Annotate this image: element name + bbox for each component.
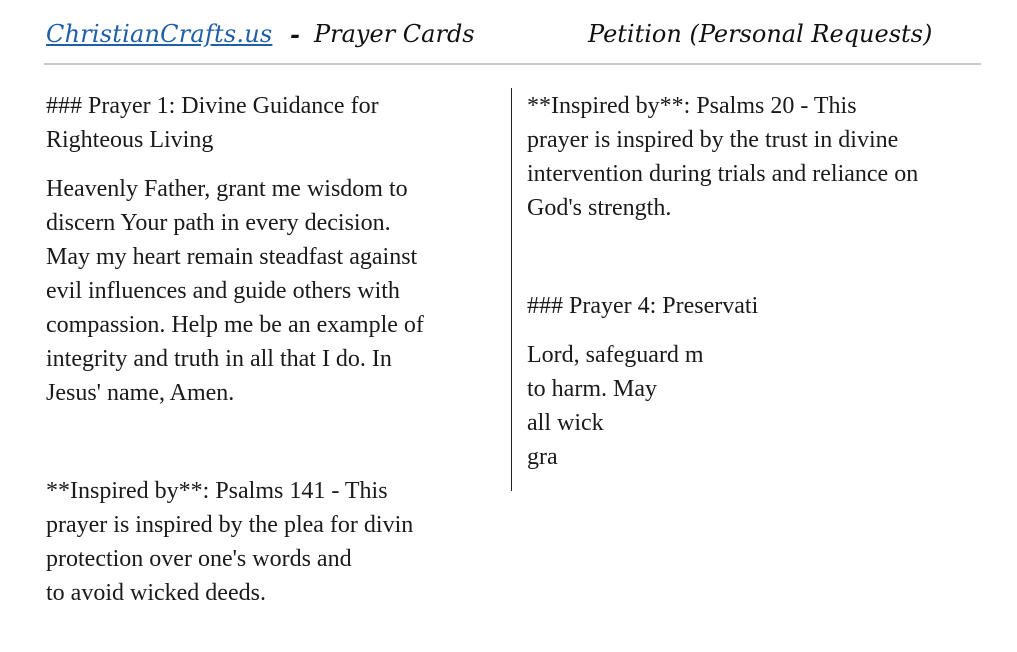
body-line: integrity and truth in all that I do. In [46,346,392,372]
header-divider [44,63,981,65]
body-line: compassion. Help me be an example of [46,312,424,338]
column-divider [511,88,512,491]
inspired-line: prayer is inspired by the plea for divin [46,512,414,538]
page-header [46,18,980,58]
body-line: discern Your path in every decision. [46,210,391,236]
body-line: evil influences and guide others with [46,278,400,304]
body-line: Jesus' name, Amen. [46,380,235,406]
body-line: Lord, safeguard m [527,342,704,368]
prayer-4-body [527,338,977,474]
prayer-1-body [46,172,491,410]
prayer-4-heading: ### Prayer 4: Preservati [527,293,759,319]
category-title: Petition (Personal Requests) [588,20,933,48]
site-link[interactable]: ChristianCrafts.us [46,20,273,48]
title-separator: - [290,20,300,49]
body-line: gra [527,444,558,470]
inspired-line: **Inspired by**: Psalms 141 - This [46,478,388,504]
body-line: May my heart remain steadfast against [46,244,418,270]
body-line: Heavenly Father, grant me wisdom to [46,176,408,202]
inspired-line: protection over one's words and [46,546,352,572]
body-line: all wick [527,410,604,436]
inspired-line: to avoid wicked deeds. [46,580,266,606]
prayer-1-heading [46,89,491,157]
prayer-1-inspiration [46,474,491,610]
inspired-line: prayer is inspired by the trust in divine [527,127,899,153]
inspired-line: intervention during trials and reliance on [527,161,919,187]
heading-line: ### Prayer 1: Divine Guidance for [46,93,379,119]
inspired-line: God's strength. [527,195,672,221]
heading-line: Righteous Living [46,127,214,153]
inspired-line: **Inspired by**: Psalms 20 - This [527,93,857,119]
prayer-3-inspiration [527,89,977,225]
body-line: to harm. May [527,376,657,402]
section-title: Prayer Cards [314,20,475,48]
